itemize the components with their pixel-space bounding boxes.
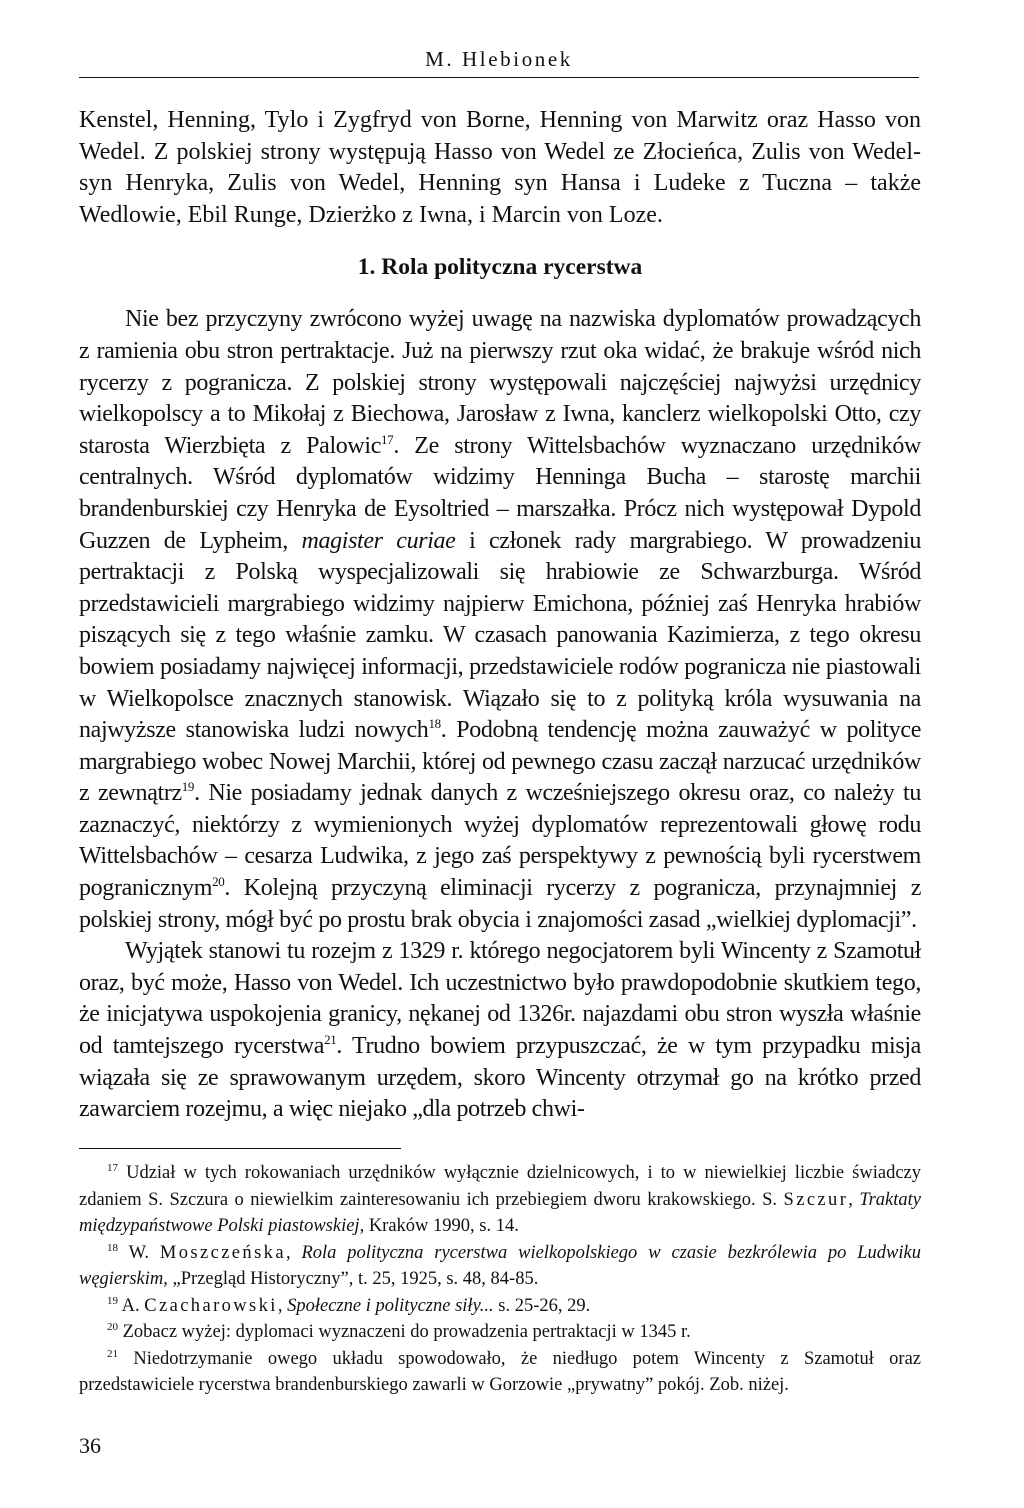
footnote-20 [79,1319,921,1346]
footnote-text: Niedotrzymanie owego układu spowodowało, że niedługo potem Wincenty z Szamotuł oraz przedstawiciele rycerstwa brandenburskiego zawarli w Gorzowie „prywatny” pokój. Zob. niżej. [79,1348,921,1395]
header-rule [79,77,919,78]
footnote-ref-18[interactable]: 18 [428,716,441,732]
text-run: Nie bez przyczyny zwrócono wyżej uwagę na nazwiska dyplomatów prowadzących z ramienia obu stron pertraktacje. Już na pierwszy rzut oka widać, że brakuje wśród nich rycerzy z pogranicza. Z polskiej strony występowali najczęściej najwyżsi urzędnicy wielkopolscy a to Mikołaj z Biechowa, Jarosław z Iwna, kanclerz wielkopolski Otto, czy starosta Wierzbięta z Palowic [79,306,921,459]
paragraph [79,936,921,1126]
paragraph-continuation: Kenstel, Henning, Tylo i Zygfryd von Borne, Henning von Marwitz oraz Hasso von Wedel. Z polskiej strony występują Hasso von Wedel ze Złocieńca, Zulis von Wedel-syn Henryka, Zulis von Wedel, Henning syn Hansa i Ludeke z Tuczna – także Wedlowie, Ebil Runge, Dzierżko z Iwna, i Marcin von Loze. [79,107,921,228]
page-number: 36 [79,1433,101,1458]
footnote-tail: , „Przegląd Historyczny”, t. 25, 1925, s. 48, 84-85. [163,1269,539,1289]
text-run: i członek rady margrabiego. W prowadzeniu pertraktacji z Polską wyspecjalizowali się hrabiowie ze Schwarzburga. Wśród przedstawicieli margrabiego widzimy najpierw Emichona, później zaś Henryka hrabiów piszących się z tego właśnie zamku. W czasach panowania Kazimierza, z tego okresu bowiem posiadamy najwięcej informacji, przedstawiciele rodów pogranicza nie piastowali w Wielkopolsce znacznych stanowisk. Wiązało się to z polityką króla wysuwania na najwyższe stanowiska ludzi nowych [79,527,921,744]
footnote-19 [79,1293,921,1320]
italic-term: magister curiae [301,527,456,554]
text-run: . Kolejną przyczyną eliminacji rycerzy z pogranicza, przynajmniej z polskiej strony, mógł być po prostu brak obycia i znajomości zasad „wielkiej dyplomacji”. [79,875,921,933]
text-run: . Trudno bowiem przypuszczać, że w tym przypadku misja wiązała się ze sprawowanym urzędem, skoro Wincenty otrzymał go na krótko przed zawarciem rozejmu, a więc niejako „dla potrzeb chwi- [79,1033,921,1123]
footnote-title: Społeczne i polityczne siły... [287,1295,494,1316]
footnote-ref-20[interactable]: 20 [212,874,225,890]
footnote-text: Zobacz wyżej: dyplomaci wyznaczeni do prowadzenia pertraktacji w 1345 r. [122,1322,691,1342]
footnote-separator: , [285,1242,302,1263]
footnote-21 [79,1346,921,1399]
footnote-author: Czacharowski [144,1295,278,1316]
footnote-17 [79,1160,921,1240]
footnote-ref-17[interactable]: 17 [381,431,394,447]
footnote-number: 18 [107,1241,118,1254]
text-run: Wyjątek stanowi tu rozejm z 1329 r. którego negocjatorem byli Wincenty z Szamotuł oraz, być może, Hasso von Wedel. Ich uczestnictwo było prawdopodobnie skutkiem tego, że inicjatywa uspokojenia granicy, nękanej od 1326r. najazdami obu stron wyszła właśnie od tamtejszego rycerstwa [79,938,921,1060]
footnote-tail: s. 25-26, 29. [493,1295,591,1316]
main-text [79,105,921,1126]
footnote-separator: , [277,1295,288,1316]
text-run: . Ze strony Wittelsbachów wyznaczano urzędników centralnych. Wśród dyplomatów widzimy Henninga Bucha – starostę marchii brandenburskiej czy Henryka de Eysoltried – marszałka. Prócz nich występował Dypold Guzzen de Lypheim, [79,432,921,554]
section-heading: 1. Rola polityczna rycerstwa [357,254,643,281]
paragraph [79,304,921,936]
footnote-author: Szczur [783,1189,849,1210]
footnote-number: 20 [107,1320,118,1333]
footnotes [79,1160,921,1399]
footnote-ref-19[interactable]: 19 [181,779,195,795]
footnote-title: Traktaty międzypaństwowe Polski piastowskiej [79,1189,922,1236]
footnote-tail: , Kraków 1990, s. 14. [359,1216,519,1236]
footnote-number: 17 [107,1161,118,1174]
footnote-separator: , [848,1189,860,1210]
footnote-number: 21 [107,1347,118,1360]
footnote-pre: W. [128,1242,160,1263]
running-header: M. Hlebionek [425,47,573,71]
text-run: . Nie posiadamy jednak danych z wcześniejszego okresu oraz, co należy tu zaznaczyć, niektórzy z wymienionych wyżej dyplomatów reprezentowali głowę rodu Wittelsbachów – cesarza Ludwika, z jego zaś perspektywy z pewnością byli rycerstwem pogranicznym [79,780,921,902]
footnote-rule [79,1148,401,1149]
footnote-number: 19 [107,1294,118,1307]
footnote-ref-21[interactable]: 21 [324,1032,337,1048]
footnote-text: Udział w tych rokowaniach urzędników wyłącznie dzielnicowych, i to w niewielkiej liczbie świadczy zdaniem S. Szczura o niewielkim zainteresowaniu ich przebiegiem dworu krakowskiego. S. [79,1163,922,1210]
footnote-author: Moszczeńska [159,1242,286,1263]
footnote-title: Rola polityczna rycerstwa wielkopolskiego w czasie bezkrólewia po Ludwiku węgierskim [79,1242,922,1289]
footnote-pre: A. [121,1295,145,1316]
text-run: . Podobną tendencję można zauważyć w polityce margrabiego wobec Nowej Marchii, której od pewnego czasu zaczął narzucać urzędników z zewnątrz [79,717,922,807]
footnote-18 [79,1240,921,1293]
